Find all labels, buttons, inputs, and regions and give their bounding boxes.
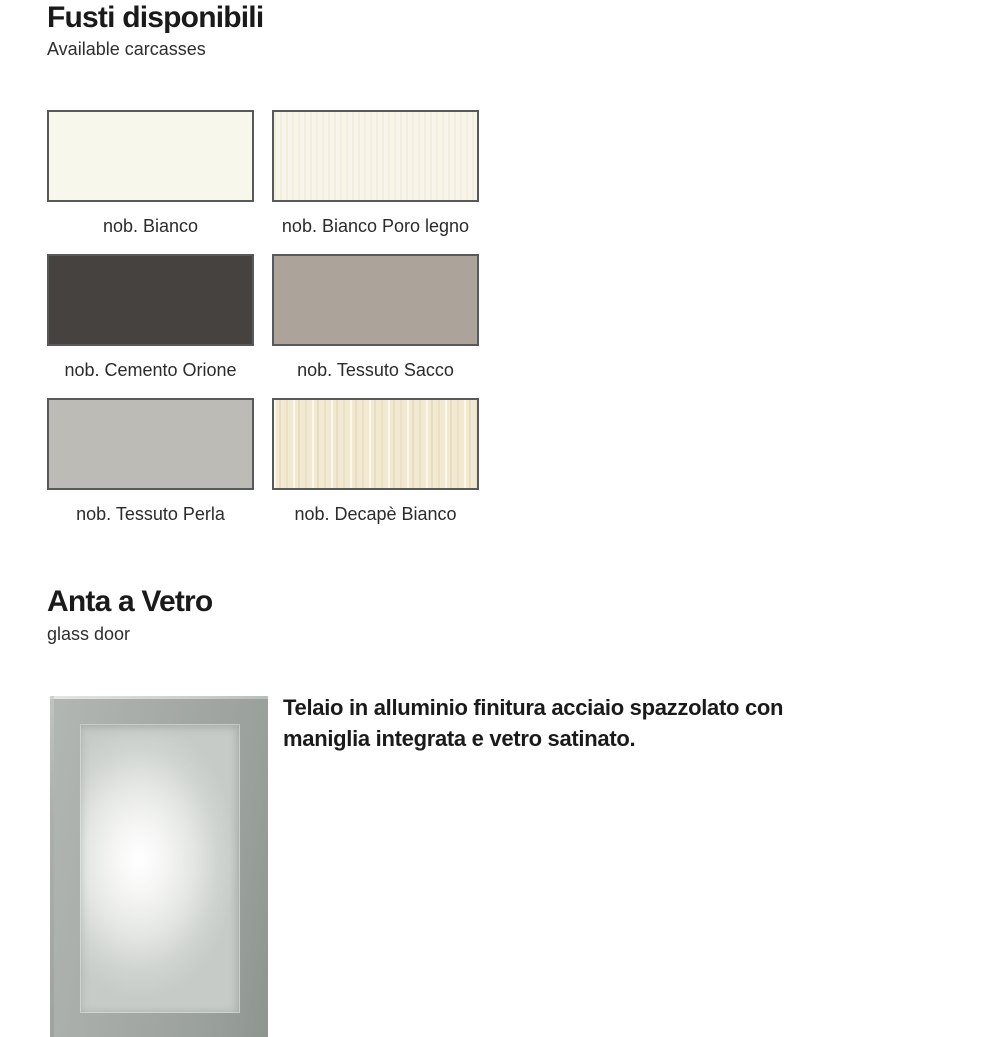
finish-swatch bbox=[272, 254, 479, 346]
swatch-cell bbox=[272, 110, 479, 254]
finish-swatch bbox=[47, 398, 254, 490]
finish-swatch-label: nob. Cemento Orione bbox=[64, 360, 237, 380]
finish-swatch-label: nob. Decapè Bianco bbox=[294, 504, 457, 524]
section-subtitle-fusti: Available carcasses bbox=[47, 39, 206, 59]
glass-door-frosted-glass bbox=[80, 724, 240, 1013]
swatch-cell bbox=[272, 254, 479, 398]
swatch-cell bbox=[47, 110, 254, 254]
swatch-cell bbox=[272, 398, 479, 542]
section-subtitle-anta: glass door bbox=[47, 624, 131, 644]
finish-swatch bbox=[47, 254, 254, 346]
glass-door-description bbox=[283, 692, 843, 754]
swatch-grid bbox=[47, 110, 479, 542]
finish-swatch-label: nob. Bianco Poro legno bbox=[281, 216, 470, 236]
finish-swatch-label: nob. Tessuto Perla bbox=[76, 504, 225, 524]
swatch-cell bbox=[47, 254, 254, 398]
swatch-cell bbox=[47, 398, 254, 542]
glass-door-photo bbox=[50, 696, 268, 1037]
section-title-anta: Anta a Vetro bbox=[47, 585, 213, 618]
finish-swatch-label: nob. Tessuto Sacco bbox=[297, 360, 454, 380]
finish-swatch bbox=[272, 398, 479, 490]
description-line: Telaio in alluminio finitura acciaio spazzolato con bbox=[283, 695, 784, 720]
finish-swatch-label: nob. Bianco bbox=[102, 216, 199, 236]
finish-swatch bbox=[47, 110, 254, 202]
finish-swatch bbox=[272, 110, 479, 202]
section-title-fusti: Fusti disponibili bbox=[47, 1, 264, 34]
description-line: maniglia integrata e vetro satinato. bbox=[283, 726, 636, 751]
